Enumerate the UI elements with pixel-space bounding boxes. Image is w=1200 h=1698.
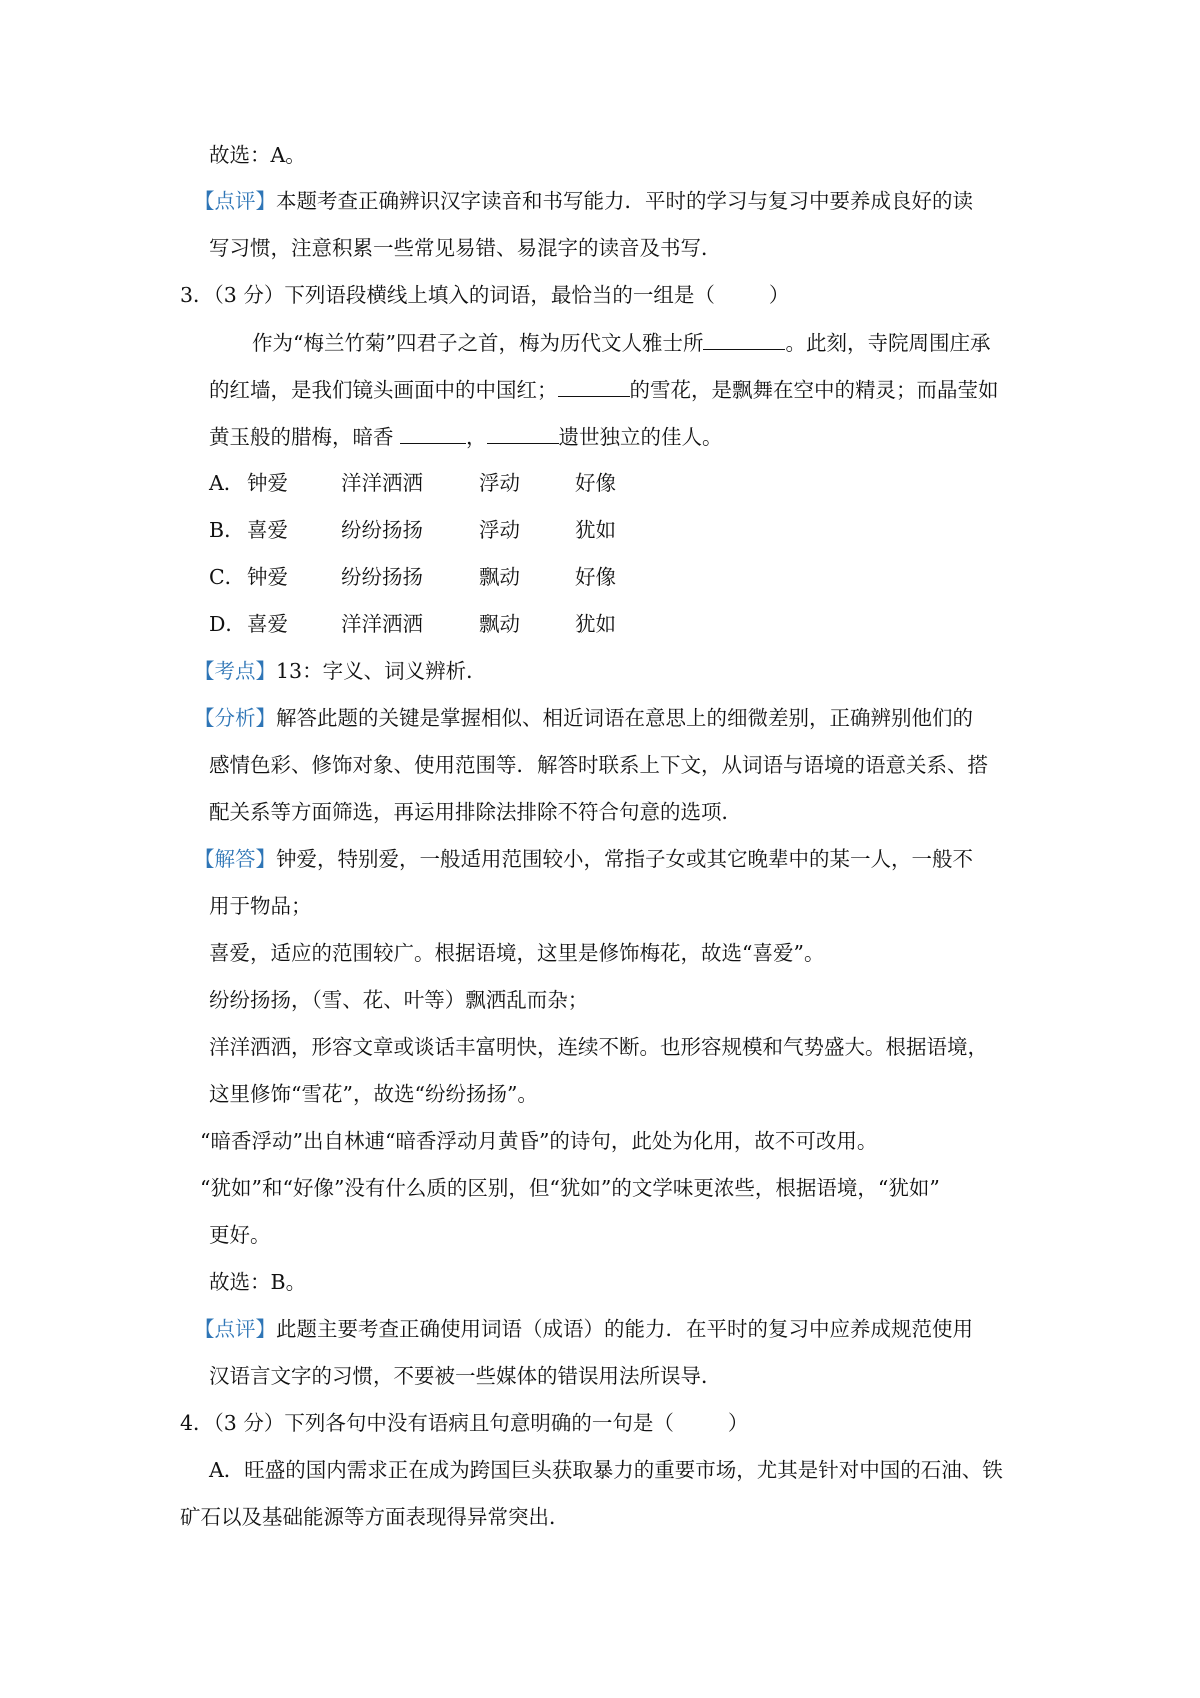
question-4-stem — [180, 1408, 748, 1438]
fenxi-line-1 — [194, 703, 973, 733]
passage-line-1 — [252, 327, 990, 357]
jieda-tag: 【解答】 — [194, 847, 276, 871]
passage-l1-a: 作为“梅兰竹菊”四君子之首，梅为历代文人雅士所 — [252, 331, 704, 355]
answer-line-q3: 故选：B。 — [209, 1270, 307, 1294]
jieda-line-3: 喜爱，适应的范围较广。根据语境，这里是修饰梅花，故选“喜爱”。 — [209, 941, 825, 965]
dianping-line-2: 汉语言文字的习惯，不要被一些媒体的错误用法所误导． — [209, 1364, 722, 1388]
option-letter: A． — [209, 471, 245, 495]
passage-line-3 — [209, 421, 723, 451]
option-d — [209, 609, 709, 639]
passage-l3-c: 遗世独立的佳人。 — [558, 425, 723, 449]
jieda-line-1 — [194, 844, 973, 874]
kaodian-text: 13：字义、词义辨析． — [276, 659, 487, 683]
question-4-stem-text: 4．（3 分）下列各句中没有语病且句意明确的一句是（ — [180, 1411, 674, 1435]
option-word-2: 洋洋洒洒 — [341, 471, 423, 495]
option-word-2: 纷纷扬扬 — [341, 518, 423, 542]
fenxi-text-1: 解答此题的关键是掌握相似、相近词语在意思上的细微差别，正确辨别他们的 — [276, 706, 973, 730]
passage-line-2 — [209, 374, 999, 404]
fenxi-line-3: 配关系等方面筛选，再运用排除法排除不符合句意的选项． — [209, 800, 742, 824]
kaodian-line — [194, 656, 487, 686]
dianping-text-1: 此题主要考查正确使用词语（成语）的能力．在平时的复习中应养成规范使用 — [276, 1317, 973, 1341]
jieda-text-1: 钟爱，特别爱，一般适用范围较小，常指子女或其它晚辈中的某一人，一般不 — [276, 847, 973, 871]
dianping-tag: 【点评】 — [194, 1317, 276, 1341]
comment-line-2: 写习惯，注意积累一些常见易错、易混字的读音及书写． — [209, 236, 722, 260]
kaodian-tag: 【考点】 — [194, 659, 276, 683]
option-word-4: 犹如 — [575, 612, 616, 636]
q4-option-a-line-1: A．旺盛的国内需求正在成为跨国巨头获取暴力的重要市场，尤其是针对中国的石油、铁 — [209, 1458, 1003, 1482]
comment-tag: 【点评】 — [194, 189, 276, 213]
jieda-line-7: “暗香浮动”出自林逋“暗香浮动月黄昏”的诗句，此处为化用，故不可改用。 — [200, 1129, 878, 1153]
jieda-line-9: 更好。 — [209, 1223, 271, 1247]
blank-4 — [487, 421, 559, 444]
q4-option-a-line-2: 矿石以及基础能源等方面表现得异常突出． — [180, 1505, 570, 1529]
passage-l3-a: 黄玉般的腊梅，暗香 — [209, 425, 401, 449]
option-word-4: 犹如 — [575, 518, 616, 542]
passage-l3-b: ， — [466, 425, 487, 449]
option-word-3: 飘动 — [479, 565, 520, 589]
passage-l1-b: 。此刻，寺院周围庄承 — [785, 331, 991, 355]
passage-l2-a: 的红墙，是我们镜头画面中的中国红； — [209, 378, 558, 402]
question-3-stem-text: 3．（3 分）下列语段横线上填入的词语，最恰当的一组是（ — [180, 283, 715, 307]
fenxi-line-2: 感情色彩、修饰对象、使用范围等．解答时联系上下文，从词语与语境的语意关系、搭 — [209, 753, 988, 777]
blank-2 — [558, 374, 630, 397]
option-letter: B． — [209, 518, 245, 542]
option-word-1: 钟爱 — [247, 565, 288, 589]
jieda-line-6: 这里修饰“雪花”，故选“纷纷扬扬”。 — [209, 1082, 538, 1106]
option-word-2: 纷纷扬扬 — [341, 565, 423, 589]
option-word-2: 洋洋洒洒 — [341, 612, 423, 636]
answer-line: 故选：A。 — [209, 143, 306, 167]
question-3-stem-close: ） — [768, 283, 790, 307]
option-a — [209, 468, 709, 498]
option-word-1: 钟爱 — [247, 471, 288, 495]
jieda-line-8: “犹如”和“好像”没有什么质的区别，但“犹如”的文学味更浓些，根据语境，“犹如” — [200, 1176, 940, 1200]
jieda-line-2: 用于物品； — [209, 894, 312, 918]
option-word-1: 喜爱 — [247, 518, 288, 542]
option-word-1: 喜爱 — [247, 612, 288, 636]
question-3-stem — [180, 280, 789, 310]
passage-l2-b: 的雪花，是飘舞在空中的精灵；而晶莹如 — [629, 378, 999, 402]
comment-line-1 — [194, 186, 973, 216]
dianping-line-1 — [194, 1314, 973, 1344]
option-word-3: 浮动 — [479, 518, 520, 542]
option-b — [209, 515, 709, 545]
option-letter: C． — [209, 565, 246, 589]
jieda-line-4: 纷纷扬扬，（雪、花、叶等）飘洒乱而杂； — [209, 988, 589, 1012]
question-4-stem-close: ） — [727, 1411, 749, 1435]
option-word-4: 好像 — [575, 565, 616, 589]
option-letter: D． — [209, 612, 246, 636]
option-word-3: 浮动 — [479, 471, 520, 495]
blank-3 — [400, 421, 466, 444]
fenxi-tag: 【分析】 — [194, 706, 276, 730]
blank-1 — [703, 327, 785, 350]
option-word-3: 飘动 — [479, 612, 520, 636]
comment-text-1: 本题考查正确辨识汉字读音和书写能力．平时的学习与复习中要养成良好的读 — [276, 189, 973, 213]
jieda-line-5: 洋洋洒洒，形容文章或谈话丰富明快，连续不断。也形容规模和气势盛大。根据语境， — [209, 1035, 988, 1059]
option-c — [209, 562, 709, 592]
option-word-4: 好像 — [575, 471, 616, 495]
